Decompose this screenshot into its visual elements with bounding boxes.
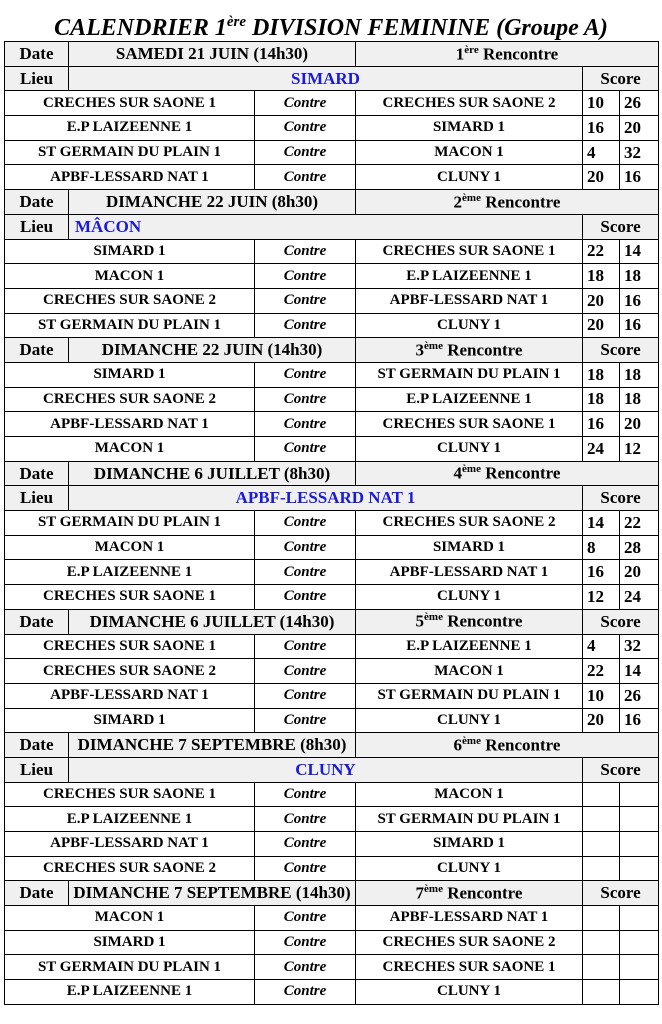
away-score: 18 [620, 387, 659, 412]
match-row [5, 288, 659, 313]
away-team: CRECHES SUR SAONE 2 [356, 91, 583, 116]
match-row [5, 856, 659, 881]
home-team: ST GERMAIN DU PLAIN 1 [5, 140, 255, 165]
round-num: 5 [415, 611, 425, 631]
match-row [5, 511, 659, 536]
home-team: CRECHES SUR SAONE 1 [5, 782, 255, 807]
round-num-sup: ème [424, 882, 443, 895]
match-row [5, 437, 659, 462]
contre-label: Contre [255, 387, 356, 412]
contre-label: Contre [255, 782, 356, 807]
round-date: DIMANCHE 6 JUILLET (14h30) [69, 609, 356, 634]
venue-name: APBF-LESSARD NAT 1 [69, 486, 583, 511]
score-header: Score [583, 486, 659, 511]
round-num-sup: ère [464, 43, 479, 56]
home-score [583, 782, 620, 807]
away-team: ST GERMAIN DU PLAIN 1 [356, 683, 583, 708]
contre-label: Contre [255, 165, 356, 190]
away-team: SIMARD 1 [356, 116, 583, 141]
away-team: ST GERMAIN DU PLAIN 1 [356, 362, 583, 387]
away-score [620, 980, 659, 1005]
away-team: SIMARD 1 [356, 535, 583, 560]
contre-label: Contre [255, 116, 356, 141]
home-score: 22 [583, 659, 620, 684]
match-row [5, 239, 659, 264]
match-row [5, 807, 659, 832]
away-score: 22 [620, 511, 659, 536]
home-score [583, 832, 620, 857]
home-score [583, 807, 620, 832]
round-date: DIMANCHE 22 JUIN (8h30) [69, 190, 356, 215]
home-score: 20 [583, 313, 620, 338]
away-score: 14 [620, 659, 659, 684]
round-number [356, 733, 659, 758]
round-date: DIMANCHE 7 SEPTEMBRE (8h30) [69, 733, 356, 758]
home-team: ST GERMAIN DU PLAIN 1 [5, 955, 255, 980]
away-score: 18 [620, 264, 659, 289]
away-team: CLUNY 1 [356, 313, 583, 338]
match-row [5, 906, 659, 931]
round-date: SAMEDI 21 JUIN (14h30) [69, 42, 356, 67]
home-score [583, 980, 620, 1005]
away-team: MACON 1 [356, 782, 583, 807]
score-header: Score [583, 214, 659, 239]
venue-label: Lieu [5, 757, 69, 782]
round-rencontre: Rencontre [478, 44, 559, 64]
home-score: 22 [583, 239, 620, 264]
contre-label: Contre [255, 560, 356, 585]
away-score [620, 782, 659, 807]
home-score [583, 856, 620, 881]
round-date-row [5, 190, 659, 215]
contre-label: Contre [255, 412, 356, 437]
score-header: Score [583, 881, 659, 906]
round-num: 3 [415, 340, 425, 360]
round-date-row [5, 881, 659, 906]
round-num: 7 [415, 883, 425, 903]
away-team: SIMARD 1 [356, 832, 583, 857]
round-num-sup: ème [462, 191, 481, 204]
match-row [5, 91, 659, 116]
home-score: 18 [583, 387, 620, 412]
round-num-sup: ème [462, 734, 481, 747]
round-rencontre: Rencontre [442, 611, 523, 631]
away-score: 20 [620, 560, 659, 585]
venue-label: Lieu [5, 66, 69, 91]
round-number [356, 881, 583, 906]
away-team: APBF-LESSARD NAT 1 [356, 560, 583, 585]
home-team: E.P LAIZEENNE 1 [5, 807, 255, 832]
match-row [5, 264, 659, 289]
round-date-row [5, 609, 659, 634]
round-number [356, 609, 583, 634]
away-score: 18 [620, 362, 659, 387]
away-team: CRECHES SUR SAONE 1 [356, 955, 583, 980]
away-team: E.P LAIZEENNE 1 [356, 264, 583, 289]
title-sup: ère [226, 14, 246, 30]
contre-label: Contre [255, 634, 356, 659]
home-score: 4 [583, 140, 620, 165]
home-team: E.P LAIZEENNE 1 [5, 980, 255, 1005]
match-row [5, 412, 659, 437]
home-score: 8 [583, 535, 620, 560]
home-team: CRECHES SUR SAONE 1 [5, 634, 255, 659]
away-team: CLUNY 1 [356, 437, 583, 462]
round-rencontre: Rencontre [442, 883, 523, 903]
contre-label: Contre [255, 807, 356, 832]
home-score: 20 [583, 708, 620, 733]
round-venue-row [5, 214, 659, 239]
round-number [356, 42, 659, 67]
away-score: 24 [620, 585, 659, 610]
home-team: CRECHES SUR SAONE 2 [5, 659, 255, 684]
home-team: MACON 1 [5, 437, 255, 462]
home-team: CRECHES SUR SAONE 1 [5, 91, 255, 116]
away-score: 16 [620, 708, 659, 733]
contre-label: Contre [255, 437, 356, 462]
match-row [5, 955, 659, 980]
away-score [620, 807, 659, 832]
title-main: CALENDRIER 1 [54, 15, 227, 41]
home-team: SIMARD 1 [5, 930, 255, 955]
home-team: MACON 1 [5, 535, 255, 560]
score-header: Score [583, 66, 659, 91]
away-score: 26 [620, 683, 659, 708]
away-score: 32 [620, 140, 659, 165]
venue-label: Lieu [5, 214, 69, 239]
home-score: 14 [583, 511, 620, 536]
away-team: CLUNY 1 [356, 708, 583, 733]
contre-label: Contre [255, 239, 356, 264]
match-row [5, 683, 659, 708]
home-team: MACON 1 [5, 906, 255, 931]
away-team: MACON 1 [356, 659, 583, 684]
round-date: DIMANCHE 6 JUILLET (8h30) [69, 461, 356, 486]
round-number [356, 190, 659, 215]
date-label: Date [5, 609, 69, 634]
contre-label: Contre [255, 264, 356, 289]
round-rencontre: Rencontre [480, 463, 561, 483]
away-team: E.P LAIZEENNE 1 [356, 387, 583, 412]
match-row [5, 980, 659, 1005]
away-score: 20 [620, 116, 659, 141]
contre-label: Contre [255, 585, 356, 610]
home-score: 16 [583, 116, 620, 141]
away-score [620, 832, 659, 857]
match-row [5, 659, 659, 684]
contre-label: Contre [255, 955, 356, 980]
home-team: APBF-LESSARD NAT 1 [5, 165, 255, 190]
contre-label: Contre [255, 659, 356, 684]
away-score: 32 [620, 634, 659, 659]
round-rencontre: Rencontre [480, 735, 561, 755]
round-date-row [5, 338, 659, 363]
title-rest: DIVISION FEMININE (Groupe A) [246, 15, 608, 41]
contre-label: Contre [255, 362, 356, 387]
home-score: 4 [583, 634, 620, 659]
round-number [356, 461, 659, 486]
round-rencontre: Rencontre [480, 192, 561, 212]
away-team: ST GERMAIN DU PLAIN 1 [356, 807, 583, 832]
match-row [5, 832, 659, 857]
match-row [5, 930, 659, 955]
round-date: DIMANCHE 7 SEPTEMBRE (14h30) [69, 881, 356, 906]
round-num-sup: ème [424, 339, 443, 352]
home-score: 18 [583, 362, 620, 387]
contre-label: Contre [255, 91, 356, 116]
match-row [5, 313, 659, 338]
round-num-sup: ème [462, 463, 481, 476]
contre-label: Contre [255, 535, 356, 560]
contre-label: Contre [255, 288, 356, 313]
away-team: CLUNY 1 [356, 980, 583, 1005]
away-team: MACON 1 [356, 140, 583, 165]
round-number [356, 338, 583, 363]
home-score: 20 [583, 165, 620, 190]
away-score: 12 [620, 437, 659, 462]
contre-label: Contre [255, 906, 356, 931]
round-num: 6 [453, 735, 463, 755]
round-date-row [5, 42, 659, 67]
contre-label: Contre [255, 930, 356, 955]
contre-label: Contre [255, 832, 356, 857]
venue-name: SIMARD [69, 66, 583, 91]
match-row [5, 165, 659, 190]
round-date-row [5, 461, 659, 486]
match-row [5, 387, 659, 412]
round-date: DIMANCHE 22 JUIN (14h30) [69, 338, 356, 363]
home-score: 20 [583, 288, 620, 313]
away-team: CLUNY 1 [356, 585, 583, 610]
home-team: MACON 1 [5, 264, 255, 289]
round-venue-row [5, 66, 659, 91]
date-label: Date [5, 338, 69, 363]
away-score [620, 930, 659, 955]
home-team: CRECHES SUR SAONE 2 [5, 856, 255, 881]
home-score: 24 [583, 437, 620, 462]
home-team: SIMARD 1 [5, 362, 255, 387]
contre-label: Contre [255, 708, 356, 733]
home-score: 10 [583, 91, 620, 116]
contre-label: Contre [255, 140, 356, 165]
venue-label: Lieu [5, 486, 69, 511]
match-row [5, 362, 659, 387]
away-score: 14 [620, 239, 659, 264]
home-score: 16 [583, 560, 620, 585]
score-header: Score [583, 609, 659, 634]
away-score: 20 [620, 412, 659, 437]
match-row [5, 782, 659, 807]
home-score [583, 930, 620, 955]
away-score: 16 [620, 313, 659, 338]
away-team: CLUNY 1 [356, 165, 583, 190]
away-score [620, 856, 659, 881]
home-team: APBF-LESSARD NAT 1 [5, 683, 255, 708]
match-row [5, 535, 659, 560]
home-team: APBF-LESSARD NAT 1 [5, 412, 255, 437]
home-team: SIMARD 1 [5, 239, 255, 264]
home-team: E.P LAIZEENNE 1 [5, 116, 255, 141]
home-team: SIMARD 1 [5, 708, 255, 733]
home-team: ST GERMAIN DU PLAIN 1 [5, 511, 255, 536]
round-num: 2 [453, 192, 463, 212]
away-team: E.P LAIZEENNE 1 [356, 634, 583, 659]
match-row [5, 708, 659, 733]
calendar-table [4, 41, 659, 1005]
match-row [5, 116, 659, 141]
venue-name: CLUNY [69, 757, 583, 782]
home-team: CRECHES SUR SAONE 1 [5, 585, 255, 610]
venue-name: MÂCON [69, 214, 583, 239]
home-score: 16 [583, 412, 620, 437]
date-label: Date [5, 190, 69, 215]
away-team: APBF-LESSARD NAT 1 [356, 288, 583, 313]
date-label: Date [5, 461, 69, 486]
away-team: CLUNY 1 [356, 856, 583, 881]
page-title [0, 0, 662, 41]
round-rencontre: Rencontre [442, 340, 523, 360]
away-score: 16 [620, 288, 659, 313]
away-score: 16 [620, 165, 659, 190]
away-team: CRECHES SUR SAONE 2 [356, 930, 583, 955]
away-score [620, 955, 659, 980]
away-score: 26 [620, 91, 659, 116]
home-score: 18 [583, 264, 620, 289]
match-row [5, 634, 659, 659]
home-score: 12 [583, 585, 620, 610]
away-team: CRECHES SUR SAONE 2 [356, 511, 583, 536]
contre-label: Contre [255, 511, 356, 536]
home-score [583, 906, 620, 931]
home-team: CRECHES SUR SAONE 2 [5, 288, 255, 313]
home-score [583, 955, 620, 980]
score-header: Score [583, 338, 659, 363]
round-num: 4 [453, 463, 463, 483]
round-date-row [5, 733, 659, 758]
date-label: Date [5, 42, 69, 67]
date-label: Date [5, 733, 69, 758]
away-team: CRECHES SUR SAONE 1 [356, 239, 583, 264]
round-num-sup: ème [424, 611, 443, 624]
contre-label: Contre [255, 980, 356, 1005]
away-team: APBF-LESSARD NAT 1 [356, 906, 583, 931]
home-team: CRECHES SUR SAONE 2 [5, 387, 255, 412]
away-score [620, 906, 659, 931]
away-team: CRECHES SUR SAONE 1 [356, 412, 583, 437]
match-row [5, 560, 659, 585]
round-num: 1 [455, 44, 465, 64]
home-score: 10 [583, 683, 620, 708]
away-score: 28 [620, 535, 659, 560]
round-venue-row [5, 757, 659, 782]
contre-label: Contre [255, 856, 356, 881]
match-row [5, 585, 659, 610]
date-label: Date [5, 881, 69, 906]
contre-label: Contre [255, 313, 356, 338]
contre-label: Contre [255, 683, 356, 708]
round-venue-row [5, 486, 659, 511]
home-team: E.P LAIZEENNE 1 [5, 560, 255, 585]
home-team: ST GERMAIN DU PLAIN 1 [5, 313, 255, 338]
home-team: APBF-LESSARD NAT 1 [5, 832, 255, 857]
score-header: Score [583, 757, 659, 782]
match-row [5, 140, 659, 165]
